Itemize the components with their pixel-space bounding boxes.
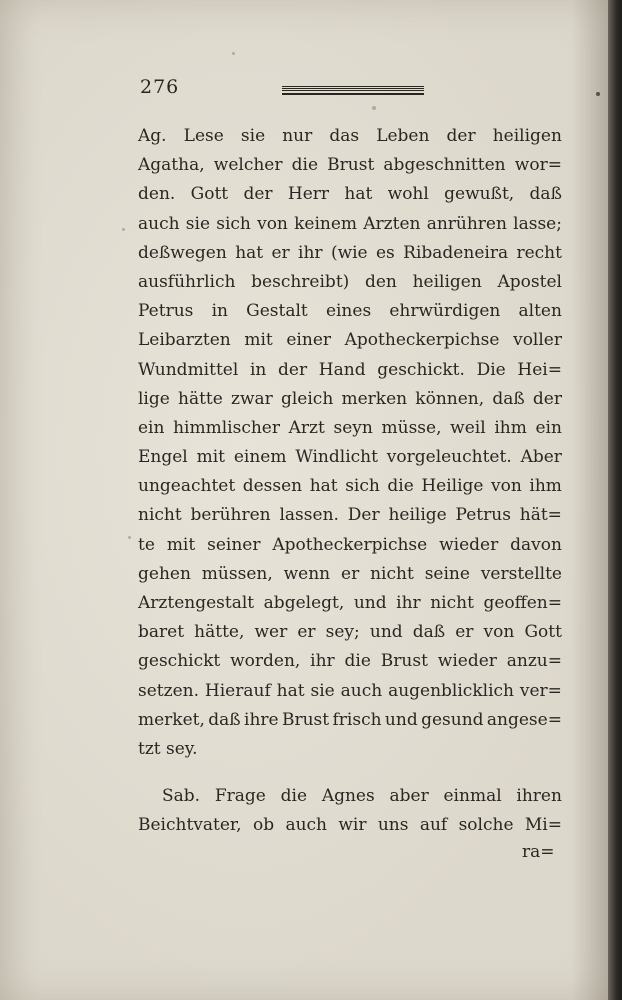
text-line: lige hätte zwar gleich merken können, daß der [138, 388, 562, 409]
text-line: baret hätte, wer er sey; und daß er von Gott [138, 622, 562, 643]
paper-stain [128, 536, 131, 539]
page-number: 276 [140, 76, 180, 98]
text-line: nicht berühren lassen. Der heilige Petrus hät= [138, 505, 562, 526]
text-line: geschickt worden, ihr die Brust wieder anzu= [138, 651, 562, 672]
text-line: tzt sey. [138, 738, 198, 759]
paragraph-agatha [138, 122, 562, 764]
text-line: Agatha, welcher die Brust abgeschnitten wor= [138, 155, 562, 176]
paper-stain [596, 92, 600, 96]
text-line: Sab. Frage die Agnes aber einmal ihren [162, 786, 562, 806]
text-line: Wundmittel in der Hand geschickt. Die Hei= [138, 359, 562, 380]
text-line: deßwegen hat er ihr (wie es Ribadeneira recht [138, 242, 562, 263]
header-rule [282, 86, 424, 95]
text-line: Arztengestalt abgelegt, und ihr nicht geoffen= [138, 593, 562, 613]
text-line: Petrus in Gestalt eines ehrwürdigen alten [138, 301, 562, 322]
text-line: merket, daß ihre Brust frisch und gesund angese= [138, 709, 562, 730]
text-line: ein himmlischer Arzt seyn müsse, weil ihm ein [138, 417, 562, 438]
paper-stain [232, 52, 235, 55]
paper-stain [122, 228, 125, 231]
text-line: setzen. Hierauf hat sie auch augenblicklich ver= [138, 680, 562, 701]
text-line: Engel mit einem Windlicht vorgeleuchtet. Aber [138, 447, 562, 468]
book-gutter [608, 0, 622, 1000]
text-line: Leibarzten mit einer Apotheckerpichse voller [138, 330, 562, 351]
text-line: ungeachtet dessen hat sich die Heilige von ihm [138, 476, 562, 497]
text-line: ausführlich beschreibt) den heiligen Apostel [138, 271, 562, 292]
text-line: Beichtvater, ob auch wir uns auf solche Mi= [138, 815, 562, 836]
text-line: den. Gott der Herr hat wohl gewußt, daß [138, 184, 562, 205]
text-line: auch sie sich von keinem Arzten anrühren lasse; [138, 213, 562, 234]
text-line: te mit seiner Apotheckerpichse wieder davon [138, 534, 562, 555]
paragraph-sabina [138, 782, 562, 840]
paper-stain [372, 106, 376, 110]
text-line: Ag. Lese sie nur das Leben der heiligen [138, 126, 562, 146]
text-line: gehen müssen, wenn er nicht seine verstellte [138, 563, 562, 584]
catchword: ra= [522, 842, 555, 862]
